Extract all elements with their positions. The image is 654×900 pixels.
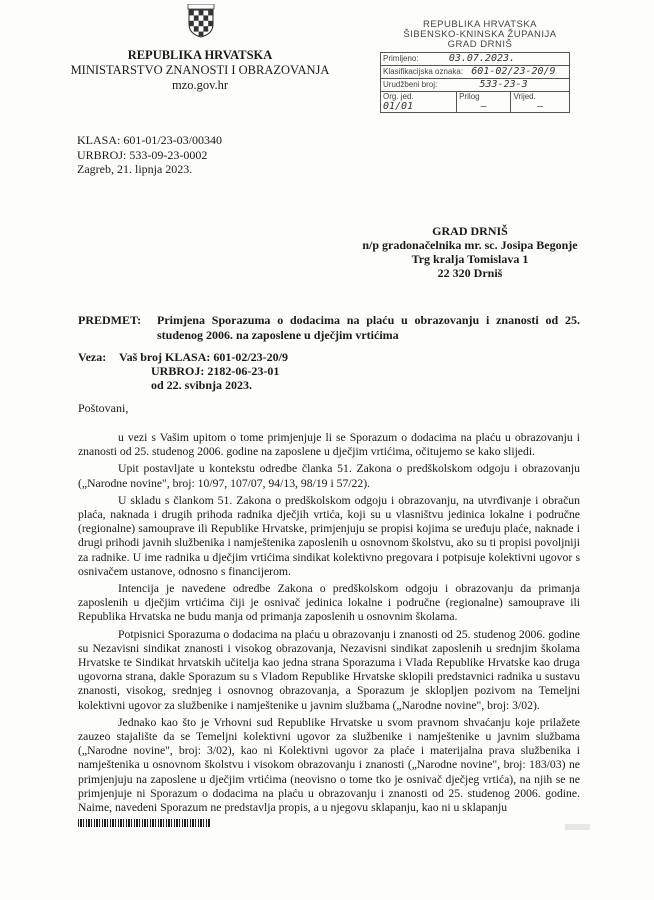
stamp-received-label: Primljeno: — [383, 54, 419, 63]
stamp-line-country: REPUBLIKA HRVATSKA — [422, 19, 538, 30]
veza-label: Veza: — [78, 350, 107, 364]
recipient-address — [340, 224, 600, 280]
veza-line-3: od 22. svibnja 2023. — [151, 378, 253, 392]
header-ministry: MINISTARSTVO ZNANOSTI I OBRAZOVANJA — [70, 63, 330, 77]
stamp-value-label: Vrijed. — [513, 92, 536, 101]
recipient-line-2: n/p gradonačelnika mr. sc. Josipa Begonje — [362, 238, 578, 252]
greeting: Poštovani, — [78, 401, 129, 415]
paragraph: Upit postavljate u kontekstu odredbe članka 51. Zakona o predškolskom odgoju i obrazovanju („Narodne novine", broj: 10/97, 107/07, 94/13, 98/19 i 57/22). — [78, 462, 580, 490]
stamp-org-label: Org. jed. — [383, 92, 414, 101]
veza-line-1: Vaš broj KLASA: 601-02/23-20/9 — [119, 350, 289, 364]
stamp-value-value: — — [537, 101, 544, 112]
stamp-value-cell — [511, 92, 570, 113]
receipt-stamp — [378, 20, 582, 113]
stamp-received-value: 03.07.2023. — [448, 53, 516, 64]
recipient-line-4: 22 320 Drniš — [437, 266, 503, 280]
stamp-attach-cell — [457, 92, 511, 113]
ministry-header — [70, 48, 330, 93]
stamp-received-cell — [381, 53, 570, 66]
reference-block — [77, 133, 222, 177]
date-line: Zagreb, 21. lipnja 2023. — [77, 162, 193, 176]
stamp-class-label: Klasifikacijska oznaka: — [383, 67, 464, 76]
urbroj-line: URBROJ: 533-09-23-0002 — [77, 147, 208, 162]
stamp-urbroj-label: Urudžbeni broj: — [383, 80, 438, 89]
stamp-urbroj-cell — [381, 79, 570, 92]
reference-link-block — [78, 350, 288, 392]
stamp-table — [380, 52, 570, 113]
subject-block — [78, 313, 580, 342]
recipient-line-1: GRAD DRNIŠ — [432, 224, 508, 238]
veza-line-2: URBROJ: 2182-06-23-01 — [151, 364, 280, 378]
paragraph: U skladu s člankom 51. Zakona o predškolskom odgoju i obrazovanju, na utvrđivanje i obračun plaća, naknada i drugih prihoda radnika dječjih vrtića, koji su u vlasništvu jedinica lokalne i područne (regionalne) samouprave ili Republike Hrvatske, primjenjuju se propisi kojima se uređuju plaće, naknade i drugi prihodi javnih službenika i namještenika zaposlenih u osnovnom školstvu, ako su ti propisi povoljniji za radnike. U ime radnika u dječjim vrtićima sindikat kolektivno pregovara i potpisuje kolektivni ugovor s osnivačem ustanove, odnosno s financijerom. — [78, 493, 580, 578]
subject-text: Primjena Sporazuma o dodacima na plaću u obrazovanju i znanosti od 25. studenog 2006. na zaposlene u dječjim vrtićima — [157, 313, 580, 342]
klasa-line: KLASA: 601-01/23-03/00340 — [77, 133, 222, 147]
recipient-line-3: Trg kralja Tomislava 1 — [411, 252, 529, 266]
barcode — [78, 819, 210, 827]
paragraph: u vezi s Vašim upitom o tome primjenjuje li se Sporazum o dodacima na plaću u obrazovanju i znanosti od 25. studenog 2006. godine na zaposlene u dječjim vrtićima, očitujemo se kako slijedi. — [78, 431, 580, 459]
stamp-line-city: GRAD DRNIŠ — [447, 39, 513, 50]
paragraph: Intencija je navedene odredbe Zakona o predškolskom odgoju i obrazovanju da primanja zaposlenih u dječjim vrtićima čiji je osnivač jedinica lokalne i područne (regionalne) samouprave ili Republika Hrvatska ne budu manja od primanja zaposlenih u osnovnim školama. — [78, 582, 580, 624]
stamp-class-value: 601-02/23-20/9 — [471, 66, 556, 77]
stamp-urbroj-value: 533-23-3 — [479, 79, 528, 90]
stamp-org-value: 01/01 — [383, 101, 414, 112]
subject-label: PREDMET: — [78, 313, 142, 327]
stamp-attach-value: — — [480, 101, 487, 112]
letter-body — [78, 431, 580, 818]
header-website: mzo.gov.hr — [171, 78, 229, 92]
stamp-class-cell — [381, 66, 570, 79]
coat-of-arms-icon — [186, 4, 216, 38]
paragraph: Jednako kao što je Vrhovni sud Republike Hrvatske u svom pravnom shvaćanju koje prilažete zauzeo stajalište da se Temeljni kolektivni ugovor za službenike i namještenike u javnim službama („Narodne novine", broj: 3/02), kao ni Kolektivni ugovor za plaće i materijalna prava službenika i namještenika u osnovnom školstvu i visokom obrazovanju i znanosti („Narodne novine", broj: 183/03) ne primjenjuju na zaposlene u dječjim vrtićima (neovisno o tome tko je osnivač dječjeg vrtića), na njih se ne primjenjuje ni Sporazum o dodacima na plaću u obrazovanju i znanosti od 25. studenog 2006. godine. Naime, navedeni Sporazum ne predstavlja propis, a u njegovu sklapanju, kao ni u sklapanju — [78, 715, 580, 815]
stamp-attach-label: Prilog — [459, 92, 480, 101]
stamp-line-county: ŠIBENSKO-KNINSKA ŽUPANIJA — [403, 29, 557, 40]
header-country: REPUBLIKA HRVATSKA — [127, 48, 273, 62]
stamp-org-cell — [381, 92, 457, 113]
paragraph: Potpisnici Sporazuma o dodacima na plaću u obrazovanju i znanosti od 25. studenog 2006. godine su Nezavisni sindikat znanosti i visokog obrazovanja, Nezavisni sindikat zaposlenih u srednjim školama Hrvatske te Sindikat hrvatskih učitelja kao jedna strana Sporazuma i Vlada Republike Hrvatske kao druga ugovorna strana, dakle Sporazum su s Vladom Republike Hrvatske sklopili predstavnici radnika u sustavu znanosti, visokog, srednjeg i osnovnog obrazovanja, a Sporazum je sklopljen pozivom na Temeljni kolektivni ugovor za službenike i namještenike u javnim službama („Narodne novine", broj: 3/02). — [78, 627, 580, 712]
scan-mark — [565, 824, 590, 830]
